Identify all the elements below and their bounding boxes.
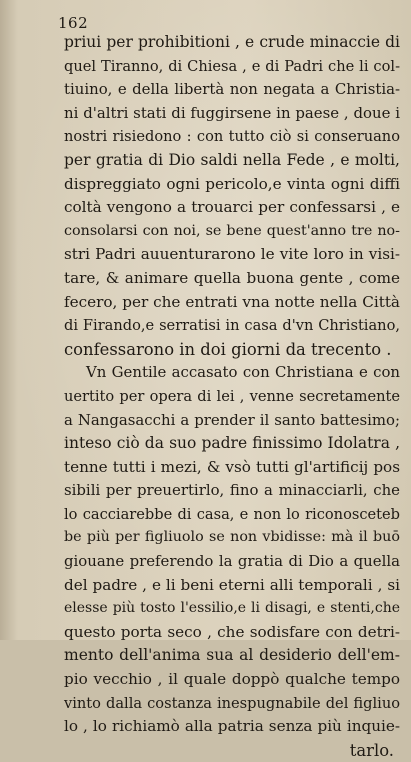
paragraph-1 [64, 31, 400, 361]
text-line: consolarsi con noi, se bene quest'anno tre no- [64, 222, 400, 239]
text-line: per gratia di Dio saldi nella Fede , e molti, [64, 150, 400, 169]
text-line: tiuino, e della libertà non negata a Christia- [64, 80, 400, 99]
text-line: lo cacciarebbe di casa, e non lo riconosceteb [64, 505, 400, 523]
text-line: priui per prohibitioni , e crude minaccie di [64, 33, 400, 51]
text-line: del padre , e li beni eterni alli temporali , si [64, 575, 400, 594]
text-line: tenne tutti i mezi, & vsò tutti gl'artificij pos [64, 457, 400, 476]
paragraph-2 [64, 361, 400, 739]
text-line: Vn Gentile accasato con Christiana e con [86, 363, 400, 382]
text-line: fecero, per che entrati vna notte nella Città [64, 292, 400, 311]
text-line: inteso ciò da suo padre finissimo Idolatra , [64, 434, 400, 453]
text-line: di Firando,e serratisi in casa d'vn Christiano, [64, 317, 400, 335]
text-line: elesse più tosto l'essilio,e li disagi, e stenti,che [64, 600, 400, 617]
text-line: ni d'altri stati di fuggirsene in paese , doue i [64, 103, 400, 122]
text-line: dispreggiato ogni pericolo,e vinta ogni diffi [64, 174, 400, 193]
text-line: mento dell'anima sua al desiderio dell'em- [64, 646, 400, 665]
text-line: a Nangasacchi a prender il santo battesimo; [64, 410, 400, 429]
text-line: quel Tiranno, di Chiesa , e di Padri che li col- [64, 57, 400, 75]
catchword: tarlo. [349, 740, 394, 760]
text-line: vinto dalla costanza inespugnabile del figliuo [64, 694, 400, 712]
text-line: tare, & animare quella buona gente , come [64, 268, 400, 287]
text-line: questo porta seco , che sodisfare con detri- [64, 622, 400, 641]
text-line: stri Padri auuenturarono le vite loro in visi- [64, 245, 400, 264]
text-line: coltà vengono a trouarci per confessarsi , e [64, 198, 400, 217]
text-line: giouane preferendo la gratia di Dio a quella [64, 552, 400, 571]
text-line: uertito per opera di lei , venne secretamente [64, 387, 400, 405]
text-line: pio vecchio , il quale doppò qualche tempo [64, 670, 400, 689]
text-line: sibili per preuertirlo, fino a minacciarli, che [64, 481, 400, 500]
text-line: be più per figliuolo se non vbidisse: mà il buō [64, 529, 400, 546]
text-line: nostri risiedono : con tutto ciò si conseruano [64, 128, 400, 146]
text-line: confessarono in doi giorni da trecento . [64, 339, 392, 359]
body-text [64, 31, 400, 762]
page-number: 162 [58, 14, 89, 32]
text-line: lo , lo richiamò alla patria senza più inquie- [64, 717, 400, 736]
